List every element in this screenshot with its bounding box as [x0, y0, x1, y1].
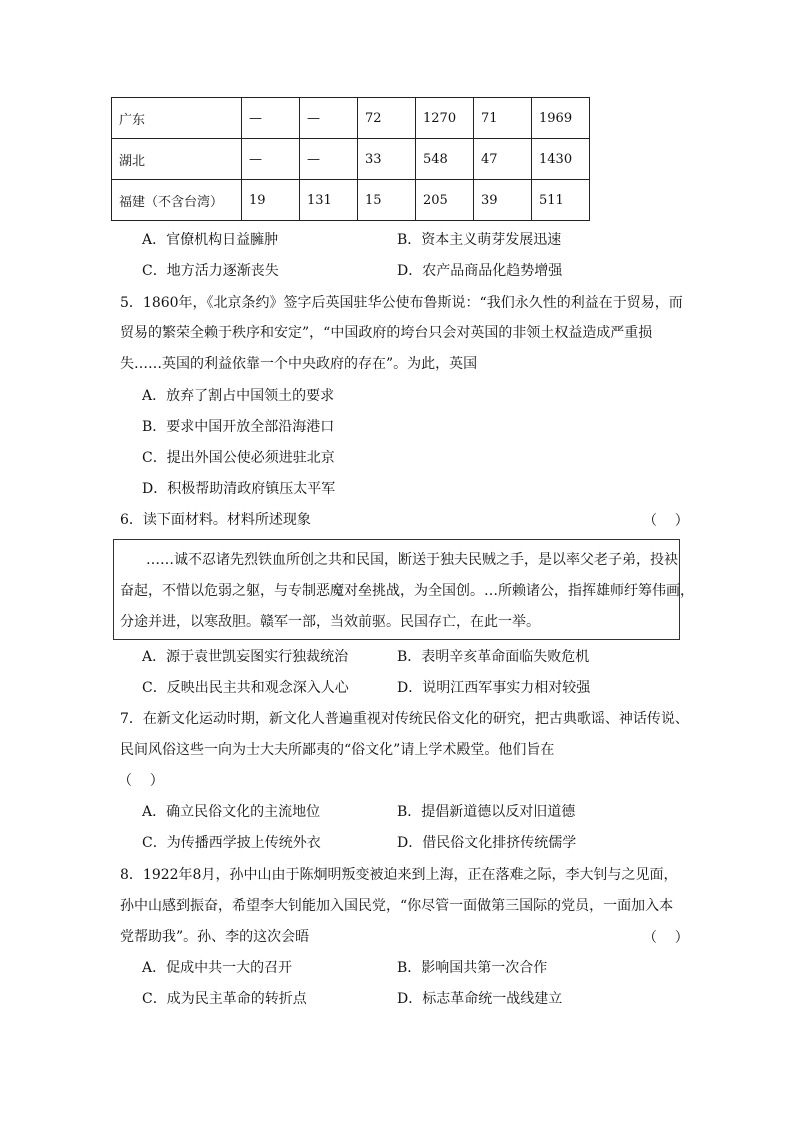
q5-option-b[interactable]: B．要求中国开放全部沿海港口 — [142, 419, 335, 435]
q8-stem-line3: 党帮助我”。孙、李的这次会晤 — [120, 929, 310, 945]
table-row — [112, 180, 590, 221]
q6-answer-bracket[interactable]: （ ） — [643, 513, 689, 529]
table-cell-value: 1270 — [416, 98, 474, 139]
q6-material-line2: 奋起，不惜以危弱之躯，与专制恶魔对垒挑战，为全国创。…所赖诸公，指挥雄师纡筹伟画， — [120, 583, 694, 599]
q6-option-c[interactable]: C．反映出民主共和观念深入人心 — [142, 680, 349, 696]
table-cell-value: 47 — [474, 139, 532, 180]
table-cell-value: 1969 — [532, 98, 590, 139]
q7-option-b[interactable]: B．提倡新道德以反对旧道德 — [397, 804, 576, 820]
table-cell-value: 511 — [532, 180, 590, 221]
q6-material-box — [113, 539, 694, 640]
q6-option-a[interactable]: A．源于袁世凯妄图实行独裁统治 — [142, 649, 349, 665]
statistics-table — [111, 97, 590, 221]
table-cell-region: 湖北 — [112, 139, 242, 180]
table-row — [112, 139, 590, 180]
table-cell-value: — — [242, 98, 300, 139]
q4-option-a[interactable]: A．官僚机构日益臃肿 — [142, 232, 279, 248]
q6-material-line3: 分途并进，以寒敌胆。赣军一部，当效前驱。民国存亡，在此一举。 — [120, 614, 540, 630]
table-cell-value: 19 — [242, 180, 300, 221]
q8-stem-line2: 孙中山感到振奋，希望李大钊能加入国民党，“你尽管一面做第三国际的党员，一面加入本 — [120, 898, 674, 914]
q4-option-c[interactable]: C．地方活力逐渐丧失 — [142, 263, 279, 279]
q7-stem-line2: 民间风俗这些一向为士大夫所鄙夷的“俗文化”请上学术殿堂。他们旨在 — [120, 742, 555, 758]
q5-stem-line3: 失……英国的利益依靠一个中央政府的存在”。为此，英国 — [120, 356, 478, 372]
table-cell-value: 548 — [416, 139, 474, 180]
table-cell-value: — — [300, 98, 358, 139]
q5-option-d[interactable]: D．积极帮助清政府镇压太平军 — [142, 481, 336, 497]
q7-option-a[interactable]: A．确立民俗文化的主流地位 — [142, 804, 321, 820]
table-cell-value: 33 — [358, 139, 416, 180]
table-cell-region: 福建（不含台湾） — [112, 180, 242, 221]
q5-option-c[interactable]: C．提出外国公使必须进驻北京 — [142, 450, 335, 466]
q6-option-d[interactable]: D．说明江西军事实力相对较强 — [397, 680, 591, 696]
table-row — [112, 98, 590, 139]
table-cell-value: 131 — [300, 180, 358, 221]
q5-option-a[interactable]: A．放弃了割占中国领土的要求 — [142, 388, 335, 404]
q7-answer-bracket[interactable]: （ ） — [118, 773, 164, 789]
q5-stem-line2: 贸易的繁荣全赖于秩序和安定”，“中国政府的垮台只会对英国的非领土权益造成严重损 — [120, 325, 653, 341]
table-cell-region: 广东 — [112, 98, 242, 139]
q8-stem-line1: 8．1922年8月，孙中山由于陈炯明叛变被迫来到上海，正在落难之际，李大钊与之见面， — [120, 867, 678, 883]
q4-option-d[interactable]: D．农产品商品化趋势增强 — [397, 263, 563, 279]
table-cell-value: — — [242, 139, 300, 180]
q8-option-b[interactable]: B．影响国共第一次合作 — [397, 960, 548, 976]
q8-option-c[interactable]: C．成为民主革命的转折点 — [142, 991, 307, 1007]
q7-option-c[interactable]: C．为传播西学披上传统外衣 — [142, 835, 321, 851]
q8-option-d[interactable]: D．标志革命统一战线建立 — [397, 991, 563, 1007]
table-cell-value: — — [300, 139, 358, 180]
q7-option-d[interactable]: D．借民俗文化排挤传统儒学 — [397, 835, 577, 851]
table-cell-value: 72 — [358, 98, 416, 139]
table-body — [112, 98, 590, 221]
table-cell-value: 205 — [416, 180, 474, 221]
table-cell-value: 15 — [358, 180, 416, 221]
table-cell-value: 71 — [474, 98, 532, 139]
q7-stem-line1: 7．在新文化运动时期，新文化人普遍重视对传统民俗文化的研究，把古典歌谣、神话传说、 — [120, 711, 689, 727]
q4-option-b[interactable]: B．资本主义萌芽发展迅速 — [397, 232, 562, 248]
table-cell-value: 39 — [474, 180, 532, 221]
q6-stem: 6．读下面材料。材料所述现象 — [120, 512, 311, 528]
q8-answer-bracket[interactable]: （ ） — [643, 930, 689, 946]
q6-option-b[interactable]: B．表明辛亥革命面临失败危机 — [397, 649, 590, 665]
q6-material-line1: ……诚不忍诸先烈铁血所创之共和民国，断送于独夫民贼之手，是以率父老子弟，投袂 — [146, 552, 678, 568]
q8-option-a[interactable]: A．促成中共一大的召开 — [142, 960, 293, 976]
table-cell-value: 1430 — [532, 139, 590, 180]
q5-stem-line1: 5．1860年，《北京条约》签字后英国驻华公使布鲁斯说：“我们永久性的利益在于贸易，而 — [120, 295, 683, 311]
